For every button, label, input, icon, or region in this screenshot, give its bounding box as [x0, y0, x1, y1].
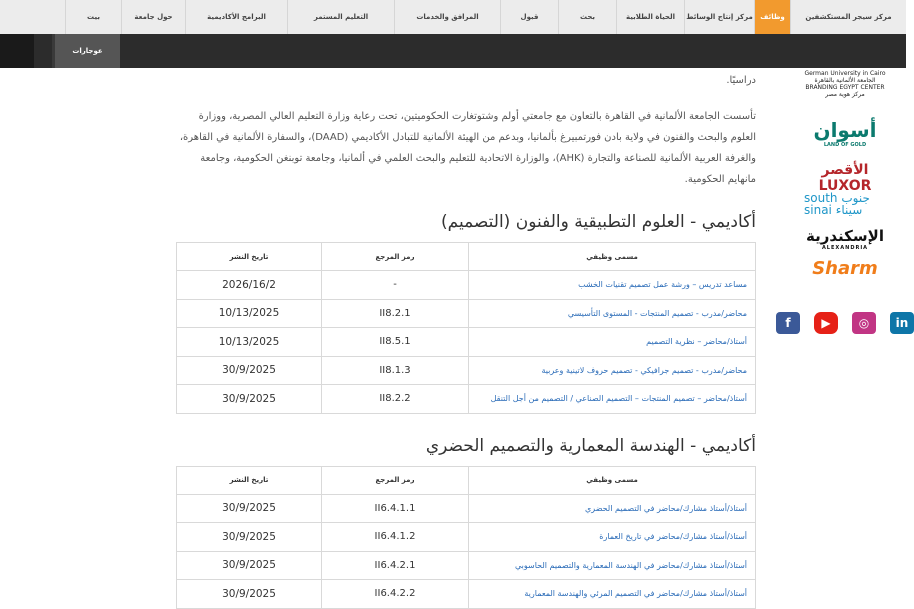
job-section [172, 210, 756, 414]
job-sections [172, 210, 756, 609]
table-row [177, 494, 756, 523]
job-ref-code: II8.1.3 [322, 356, 469, 385]
luxor-logo[interactable]: الأقصر LUXOR [818, 162, 872, 194]
job-post-date: 30/9/2025 [177, 551, 322, 580]
sinai-logo-line2: sinai سيناء [804, 203, 863, 217]
job-title-link[interactable]: أستاذ/أستاذ مشارك/محاضر في الهندسة المعمارية والتصميم الحاسوبي [469, 551, 756, 580]
section-heading: أكاديمي - الهندسة المعمارية والتصميم الحضري [425, 435, 756, 456]
nav-item-3[interactable]: التعليم المستمر [287, 0, 394, 34]
sharm-logo[interactable]: Sharm [812, 258, 878, 279]
jobs-table [176, 466, 756, 609]
facebook-icon[interactable]: f [776, 312, 800, 334]
guc-logo-sub1: German University in Cairo [804, 70, 886, 77]
nav-item-10[interactable]: مركز سيجر المستكشفين [790, 0, 906, 34]
instagram-icon[interactable]: ◎ [852, 312, 876, 334]
job-title-link[interactable]: مساعد تدريس – ورشة عمل تصميم تقنيات الخشب [469, 271, 756, 300]
job-post-date: 30/9/2025 [177, 494, 322, 523]
aswan-logo[interactable] [800, 118, 890, 152]
nav-item-0[interactable]: بيت [65, 0, 121, 34]
nav-item-6[interactable]: بحث [558, 0, 616, 34]
job-post-date: 10/13/2025 [177, 328, 322, 357]
job-post-date: 30/9/2025 [177, 523, 322, 552]
alexandria-logo[interactable] [800, 227, 890, 251]
nav-item-8[interactable]: مركز إنتاج الوسائط [684, 0, 754, 34]
table-row [177, 271, 756, 300]
table-header-row [177, 466, 756, 494]
job-title-link[interactable]: أستاذ/محاضر – نظرية التصميم [469, 328, 756, 357]
nav-item-2[interactable]: البرامج الأكاديمية [185, 0, 287, 34]
table-row [177, 551, 756, 580]
section-heading: أكاديمي - العلوم التطبيقية والفنون (التصميم) [441, 212, 756, 232]
guc-logo-sub4: مركز هوية مصر [825, 91, 865, 98]
job-post-date: 10/13/2025 [177, 299, 322, 328]
table-row [177, 299, 756, 328]
main-content [172, 68, 756, 609]
header-date: تاريخ النشر [177, 466, 322, 494]
job-ref-code: - [322, 271, 469, 300]
header-ref: رمز المرجع [322, 243, 469, 271]
jobs-table [176, 242, 756, 414]
nav-item-5[interactable]: قبول [500, 0, 558, 34]
main-nav-bar [0, 0, 906, 34]
aswan-logo-tag: LAND OF GOLD [823, 142, 867, 148]
job-post-date: 30/9/2025 [177, 580, 322, 609]
nav-item-1[interactable]: حول جامعة [121, 0, 185, 34]
sub-nav-item[interactable]: عوجارات [55, 34, 120, 68]
job-title-link[interactable]: أستاذ/محاضر – تصميم المنتجات – التصميم الصناعي / التصميم من أجل التنقل [469, 385, 756, 414]
aswan-logo-name: أسوان [813, 118, 877, 142]
intro-cut-line: دراسيًا. [726, 75, 756, 86]
youtube-icon[interactable]: ▶ [814, 312, 838, 334]
social-links [776, 312, 914, 334]
table-row [177, 328, 756, 357]
intro-paragraph: تأسست الجامعة الألمانية في القاهرة بالتعاون مع جامعتي أولم وشتوتغارت الحكوميتين، تحت رعاية وزارة التعليم العالي المصرية، ووزارة العلوم والبحث والفنون في ولاية بادن فورتمبيرغ بألمانيا، وبدعم من الهيئة الألمانية للتبادل الأكاديمي (DAAD)، والسفارة الألمانية في القاهرة، والغرفة العربية الألمانية للصناعة والتجارة (AHK)، والوزارة الاتحادية للتعليم والبحث العلمي في ألمانيا، وجامعة توبنغن الحكومية، وجامعة مانهايم الحكومية. [179, 111, 756, 185]
sub-nav-left-block [0, 34, 34, 68]
job-title-link[interactable]: محاضر/مدرب - تصميم المنتجات - المستوى التأسيسي [469, 299, 756, 328]
job-post-date: 30/9/2025 [177, 356, 322, 385]
job-title-link[interactable]: أستاذ/أستاذ مشارك/محاضر في تاريخ العمارة [469, 523, 756, 552]
job-ref-code: II6.4.1.2 [322, 523, 469, 552]
table-row [177, 580, 756, 609]
sinai-logo-line1: south جنوب [804, 191, 870, 205]
header-date: تاريخ النشر [177, 243, 322, 271]
table-header-row [177, 243, 756, 271]
header-title: مسمى وظيفي [469, 466, 756, 494]
job-title-link[interactable]: أستاذ/أستاذ مشارك/محاضر في التصميم الحضري [469, 494, 756, 523]
job-section [172, 434, 756, 609]
south-sinai-logo[interactable] [800, 192, 890, 218]
guc-logo-sub3: BRANDING EGYPT CENTER [805, 84, 885, 91]
job-ref-code: II8.5.1 [322, 328, 469, 357]
nav-item-4[interactable]: المرافق والخدمات [394, 0, 500, 34]
table-row [177, 356, 756, 385]
job-ref-code: II8.2.2 [322, 385, 469, 414]
alex-logo-tag: ALEXANDRIA [821, 245, 869, 251]
job-ref-code: II6.4.2.1 [322, 551, 469, 580]
job-title-link[interactable]: محاضر/مدرب - تصميم جرافيكي - تصميم حروف لاتينية وعربية [469, 356, 756, 385]
linkedin-icon[interactable]: in [890, 312, 914, 334]
job-title-link[interactable]: أستاذ/أستاذ مشارك/محاضر في التصميم المرئي والهندسة المعمارية [469, 580, 756, 609]
job-post-date: 2026/16/2 [177, 271, 322, 300]
alex-logo-name: الإسكندرية [806, 227, 884, 245]
header-ref: رمز المرجع [322, 466, 469, 494]
header-title: مسمى وظيفي [469, 243, 756, 271]
partner-logos-sidebar [770, 40, 909, 580]
sub-nav-bar [0, 34, 906, 68]
nav-item-7[interactable]: الحياة الطلابية [616, 0, 684, 34]
job-post-date: 30/9/2025 [177, 385, 322, 414]
job-ref-code: II6.4.2.2 [322, 580, 469, 609]
top-navigation [0, 0, 906, 68]
nav-item-9[interactable]: وظائف [754, 0, 790, 34]
table-row [177, 385, 756, 414]
job-ref-code: II6.4.1.1 [322, 494, 469, 523]
job-ref-code: II8.2.1 [322, 299, 469, 328]
guc-logo-sub2: الجامعة الألمانية بالقاهرة [814, 77, 876, 84]
table-row [177, 523, 756, 552]
